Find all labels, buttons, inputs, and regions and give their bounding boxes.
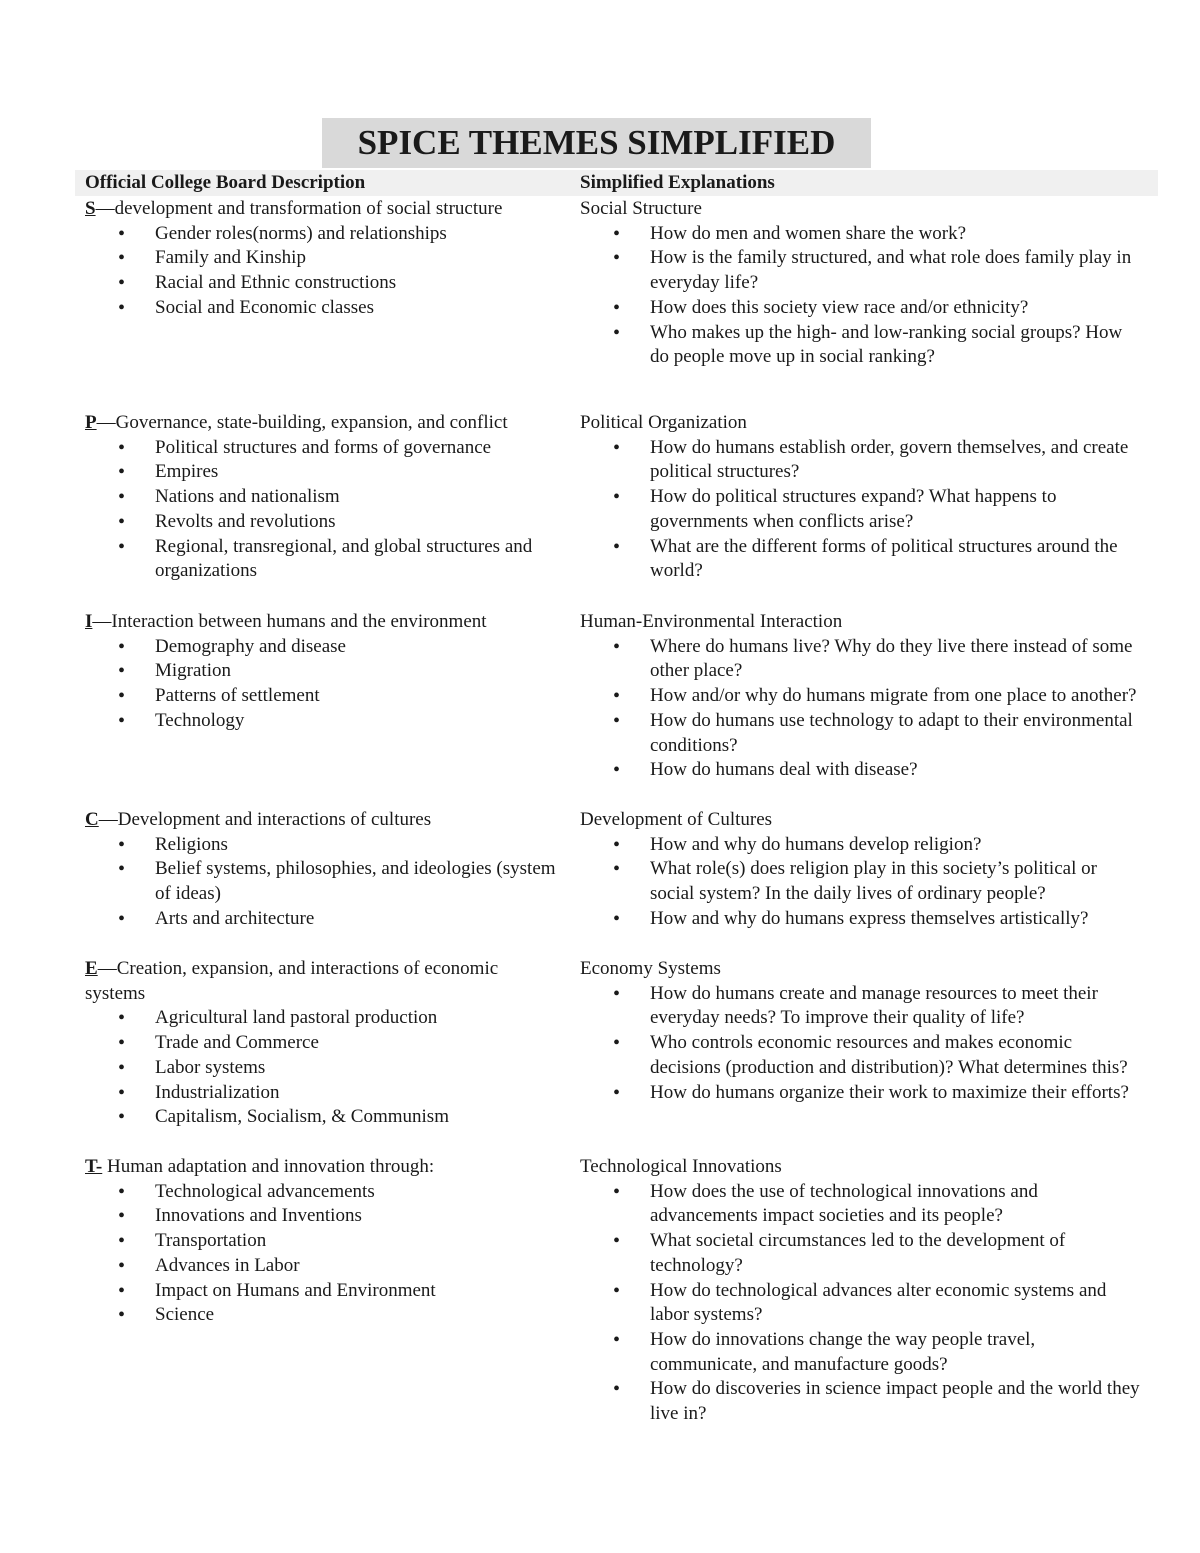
question-item: • Where do humans live? Why do they live there instead of some other place? [580,635,1145,684]
list-item: • Arts and architecture [85,907,563,932]
list-item: • Nations and nationalism [85,485,563,510]
description-list [85,1006,563,1130]
question-list [580,222,1145,370]
simplified-title: Social Structure [580,198,702,219]
question-list [580,436,1145,584]
section-t-explanations [580,1155,1145,1427]
section-description: —Governance, state-building, expansion, and conflict [96,412,508,433]
question-item: • How do technological advances alter economic systems and labor systems? [580,1279,1145,1328]
section-letter: I [85,611,93,632]
section-description: Human adaptation and innovation through: [102,1156,435,1177]
column-header-row [75,170,1158,196]
question-item: • How do discoveries in science impact people and the world they live in? [580,1377,1145,1426]
list-item: • Family and Kinship [85,246,563,271]
list-item: • Empires [85,460,563,485]
section-letter: C [85,809,99,830]
question-list [580,1180,1145,1427]
title-band [322,118,871,168]
description-list [85,222,563,321]
question-item: • How does this society view race and/or ethnicity? [580,296,1145,321]
section-letter: P [85,412,97,433]
section-description: —Creation, expansion, and interactions of economic systems [85,958,499,1004]
section-c-description [85,808,563,932]
question-item: • How does the use of technological innovations and advancements impact societies and its people? [580,1180,1145,1229]
simplified-title: Political Organization [580,412,747,433]
simplified-title: Economy Systems [580,958,721,979]
simplified-title: Technological Innovations [580,1156,782,1177]
list-item: • Belief systems, philosophies, and ideologies (system of ideas) [85,857,563,906]
section-letter: S [85,198,96,219]
list-item: • Social and Economic classes [85,296,563,321]
list-item: • Revolts and revolutions [85,510,563,535]
description-list [85,833,563,932]
question-item: • How do humans use technology to adapt to their environmental conditions? [580,709,1145,758]
section-p-description [85,411,563,584]
question-item: • How do humans deal with disease? [580,758,1145,783]
question-item: • What role(s) does religion play in this society’s political or social system? In the daily lives of ordinary people? [580,857,1145,906]
section-letter: E [85,958,98,979]
question-list [580,982,1145,1106]
list-item: • Political structures and forms of governance [85,436,563,461]
section-e-explanations [580,957,1145,1105]
section-i-explanations [580,610,1145,783]
list-item: • Agricultural land pastoral production [85,1006,563,1031]
list-item: • Religions [85,833,563,858]
list-item: • Racial and Ethnic constructions [85,271,563,296]
question-list [580,833,1145,932]
list-item: • Transportation [85,1229,563,1254]
section-c-explanations [580,808,1145,932]
list-item: • Patterns of settlement [85,684,563,709]
section-i-description [85,610,563,734]
list-item: • Technology [85,709,563,734]
simplified-title: Human-Environmental Interaction [580,611,843,632]
right-column-header: Simplified Explanations [580,172,775,193]
section-p-explanations [580,411,1145,584]
question-item: • What are the different forms of political structures around the world? [580,535,1145,584]
list-item: • Trade and Commerce [85,1031,563,1056]
list-item: • Innovations and Inventions [85,1204,563,1229]
section-t-description [85,1155,563,1328]
question-item: • How do humans establish order, govern themselves, and create political structures? [580,436,1145,485]
left-column-header: Official College Board Description [85,172,366,193]
description-list [85,635,563,734]
list-item: • Advances in Labor [85,1254,563,1279]
simplified-title: Development of Cultures [580,809,773,830]
list-item: • Technological advancements [85,1180,563,1205]
question-item: • Who makes up the high- and low-ranking social groups? How do people move up in social ranking? [580,321,1145,370]
question-item: • How and why do humans express themselves artistically? [580,907,1145,932]
section-e-description [85,957,563,1130]
section-s-description [85,197,563,321]
list-item: • Impact on Humans and Environment [85,1279,563,1304]
question-item: • How is the family structured, and what role does family play in everyday life? [580,246,1145,295]
question-item: • How do humans organize their work to maximize their efforts? [580,1081,1145,1106]
description-list [85,1180,563,1328]
description-list [85,436,563,584]
list-item: • Migration [85,659,563,684]
section-description: —development and transformation of social structure [95,198,503,219]
list-item: • Industrialization [85,1081,563,1106]
section-s-explanations [580,197,1145,370]
question-item: • How do humans create and manage resources to meet their everyday needs? To improve their quality of life? [580,982,1145,1031]
question-item: • How and why do humans develop religion? [580,833,1145,858]
list-item: • Science [85,1303,563,1328]
question-item: • How do innovations change the way people travel, communicate, and manufacture goods? [580,1328,1145,1377]
list-item: • Gender roles(norms) and relationships [85,222,563,247]
list-item: • Regional, transregional, and global structures and organizations [85,535,563,584]
question-item: • How do political structures expand? What happens to governments when conflicts arise? [580,485,1145,534]
page-title: SPICE THEMES SIMPLIFIED [357,123,836,162]
list-item: • Demography and disease [85,635,563,660]
section-description: —Interaction between humans and the environment [92,611,487,632]
question-item: • What societal circumstances led to the development of technology? [580,1229,1145,1278]
question-item: • Who controls economic resources and makes economic decisions (production and distribution)? What determines this? [580,1031,1145,1080]
section-letter: T- [85,1156,103,1177]
list-item: • Labor systems [85,1056,563,1081]
list-item: • Capitalism, Socialism, & Communism [85,1105,563,1130]
question-list [580,635,1145,783]
question-item: • How and/or why do humans migrate from one place to another? [580,684,1145,709]
question-item: • How do men and women share the work? [580,222,1145,247]
section-description: —Development and interactions of cultures [98,809,432,830]
